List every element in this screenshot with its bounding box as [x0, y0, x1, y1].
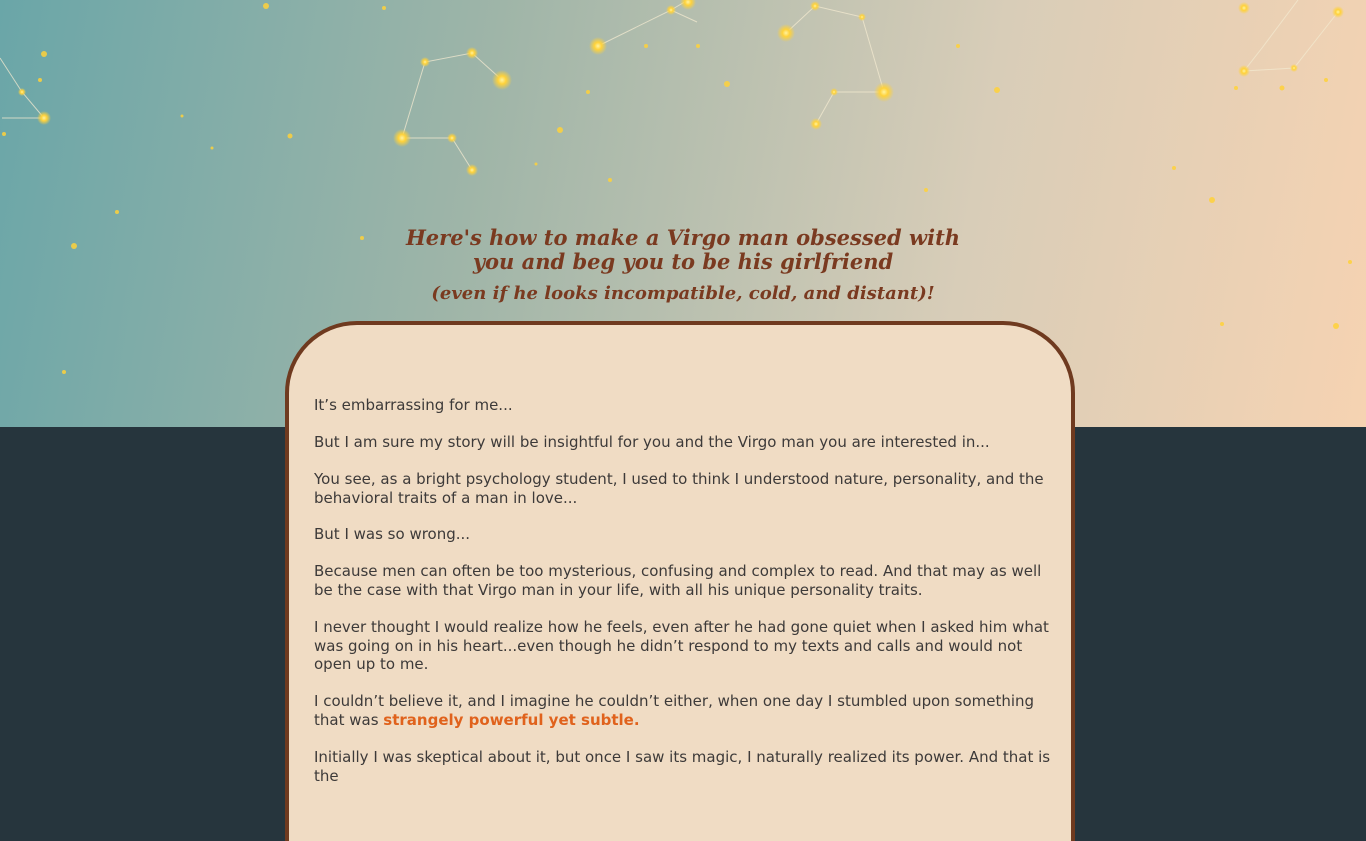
- paragraph-8: Initially I was skeptical about it, but once I saw its magic, I naturally realized its power. And that is the: [314, 748, 1051, 785]
- paragraph-7-text: I couldn’t believe it, and I imagine he couldn’t either, when one day I stumbled upon something that was: [314, 692, 1035, 729]
- paragraph-7-highlight: strangely powerful yet subtle.: [383, 710, 640, 729]
- paragraph-5: Because men can often be too mysterious, confusing and complex to read. And that may as well be the case with that Virgo man in your life, with all his unique personality traits.: [314, 562, 1042, 599]
- paragraph-3: You see, as a bright psychology student, I used to think I understood nature, personality, and the behavioral traits of a man in love...: [314, 470, 1044, 507]
- paragraph-4: But I was so wrong...: [314, 525, 471, 543]
- paragraph-2: But I am sure my story will be insightful for you and the Virgo man you are interested in...: [314, 433, 990, 451]
- headline-line-2: you and beg you to be his girlfriend: [472, 249, 894, 274]
- headline-line-1: Here's how to make a Virgo man obsessed with: [405, 225, 961, 250]
- article-card: [285, 321, 1075, 841]
- paragraph-6: I never thought I would realize how he feels, even after he had gone quiet when I asked him what was going on in his heart...even though he didn’t respond to my texts and calls and would not open up to me.: [314, 618, 1049, 673]
- paragraph-7: [314, 692, 1059, 729]
- subheadline: (even if he looks incompatible, cold, and distant)!: [431, 283, 935, 304]
- paragraph-1: It’s embarrassing for me...: [314, 396, 513, 414]
